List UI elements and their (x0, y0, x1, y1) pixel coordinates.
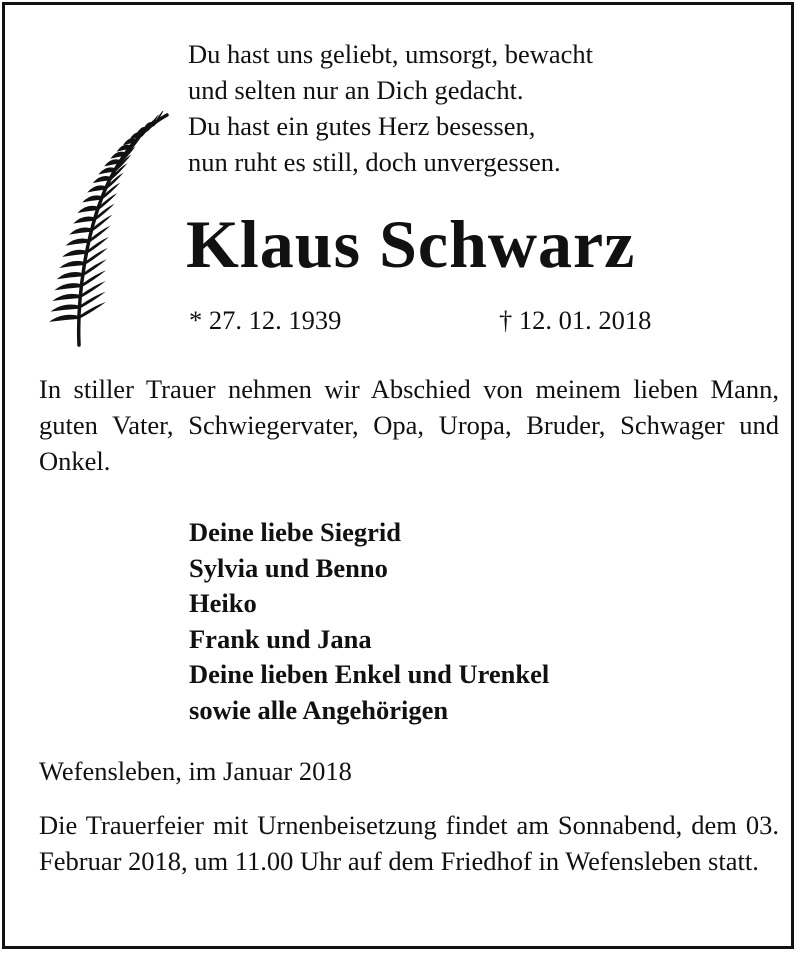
fern-leaflet (62, 250, 87, 257)
poem-line: nun ruht es still, doch unvergessen. (188, 147, 561, 177)
palm-frond-icon (43, 111, 171, 347)
obituary-frame (2, 2, 794, 949)
fern-leaflet (49, 315, 79, 322)
mourner-entry: Deine liebe Siegrid (189, 517, 401, 547)
deceased-name: Klaus Schwarz (186, 206, 636, 282)
mourner-entry: Heiko (189, 588, 257, 618)
mourners-list (189, 515, 549, 728)
farewell-text: In stiller Trauer nehmen wir Abschied von meinem lieben Mann, guten Vater, Schwiegervater, Opa, Uropa, Bruder, Schwager und Onkel. (39, 374, 779, 476)
birth-date: * 27. 12. 1939 (189, 305, 342, 335)
fern-leaflet (69, 227, 92, 234)
death-date: † 12. 01. 2018 (499, 305, 652, 335)
poem-line: und selten nur an Dich gedacht. (188, 75, 524, 105)
mourner-entry: Sylvia und Benno (189, 552, 388, 583)
mourner-entry: sowie alle Angehörigen (189, 694, 449, 725)
fern-leaflet (57, 272, 83, 279)
fern-leaflet (51, 304, 80, 311)
mourner-entry: Frank und Jana (189, 623, 372, 654)
fern-leaflet (54, 283, 81, 290)
mourner-entry: Deine lieben Enkel und Urenkel (189, 659, 550, 689)
fern-leaflet (52, 294, 80, 301)
poem-line: Du hast uns geliebt, umsorgt, bewacht (188, 39, 594, 69)
place-and-date: Wefensleben, im Januar 2018 (39, 756, 352, 786)
poem-line: Du hast ein gutes Herz besessen, (188, 111, 536, 141)
fern-leaflet (66, 239, 90, 246)
memorial-poem (188, 36, 708, 180)
fern-leaflet (59, 261, 85, 268)
ceremony-text: Die Trauerfeier mit Urnenbeisetzung findet am Sonnabend, dem 03. Februar 2018, um 11.00 Uhr auf dem Friedhof in Wefensleben statt. (39, 810, 779, 876)
